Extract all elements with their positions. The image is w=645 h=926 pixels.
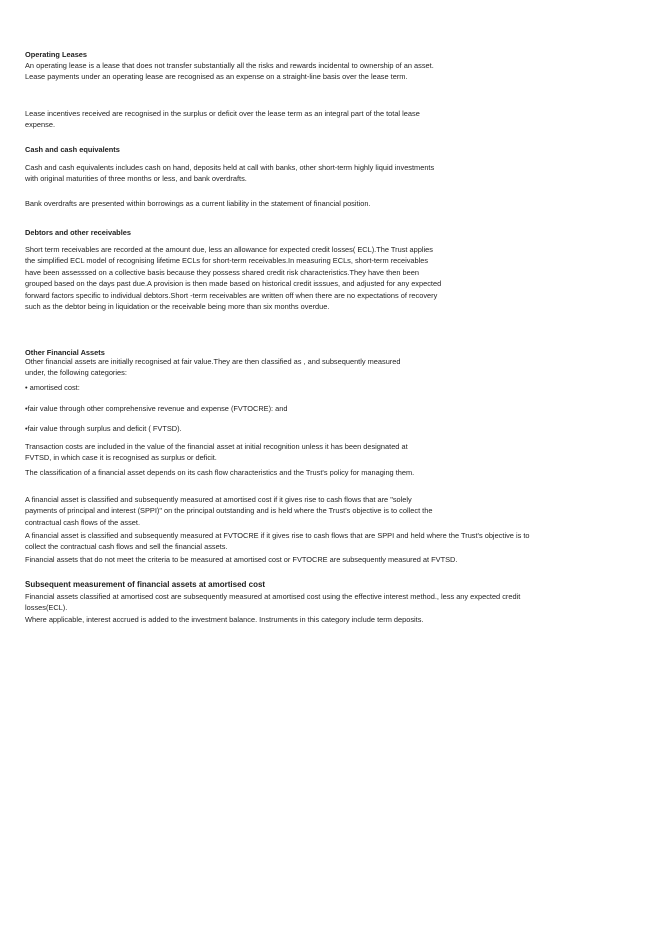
ofa-bullet-fvtsd: •fair value through surplus and deficit ( FVTSD). [25,424,182,433]
cash-heading: Cash and cash equivalents [25,145,120,154]
subsequent-para-2: Where applicable, interest accrued is added to the investment balance. Instruments in this category include term deposits. [25,615,424,624]
ofa-para-3: A financial asset is classified and subsequently measured at amortised cost if it gives rise to cash flows that are "solely payments of principal and interest (SPPI)" on the principal outstanding and is held where the Trust's objective is to collect the contractual cash flows of the asset. [25,495,433,527]
debtors-heading: Debtors and other receivables [25,228,131,237]
other-financial-assets-heading: Other Financial Assets [25,348,105,357]
subsequent-measurement-heading: Subsequent measurement of financial assets at amortised cost [25,580,266,589]
operating-leases-para-2: Lease incentives received are recognised in the surplus or deficit over the lease term as an integral part of the total lease expense. [25,109,420,130]
cash-para-1: Cash and cash equivalents includes cash on hand, deposits held at call with banks, other short-term highly liquid investments with original maturities of three months or less, and bank overdrafts. [25,163,435,184]
ofa-bullet-fvtocre: •fair value through other comprehensive revenue and expense (FVTOCRE): and [25,404,288,413]
ofa-para-2: The classification of a financial asset depends on its cash flow characteristics and the Trust's policy for managing them. [25,468,415,477]
cash-para-2: Bank overdrafts are presented within borrowings as a current liability in the statement of financial position. [25,199,371,208]
operating-leases-para-1: An operating lease is a lease that does not transfer substantially all the risks and rewards incidental to ownership of an asset. Lease payments under an operating lease are recognised as an expense on a straight-line basis over the lease term. [25,61,434,82]
ofa-para-4: A financial asset is classified and subsequently measured at FVTOCRE if it gives rise to cash flows that are SPPI and held where the Trust's objective is to collect the contractual cash flows and sell the financial assets. [25,531,530,552]
operating-leases-heading: Operating Leases [25,50,88,59]
subsequent-para-1: Financial assets classified at amortised cost are subsequently measured at amortised cost using the effective interest method., less any expected credit losses(ECL). [25,592,521,613]
ofa-bullet-amortised-cost: • amortised cost: [25,383,80,392]
ofa-intro: Other financial assets are initially recognised at fair value.They are then classified as , and subsequently measured under, the following categories: [25,357,401,378]
ofa-para-1: Transaction costs are included in the value of the financial asset at initial recognition unless it has been designated at FVTSD, in which case it is recognised as surplus or deficit. [25,442,408,463]
ofa-para-5: Financial assets that do not meet the criteria to be measured at amortised cost or FVTOCRE are subsequently measured at FVTSD. [25,555,458,564]
debtors-para-1: Short term receivables are recorded at the amount due, less an allowance for expected credit losses( ECL).The Trust applies the simplified ECL model of recognising lifetime ECLs for short-term receivables.In measuring ECLs, short-term receivables have been assesssed on a collective basis because they possess shared credit risk characteristics.They have then been grouped based on the days past due.A provision is then made based on historical credit isssues, and adjusted for any expected forward factors specific to individual debtors.Short -term receivables are written off when there are no expectations of recovery such as the debtor being in liquidation or the receivable being more than six months overdue. [25,245,442,312]
